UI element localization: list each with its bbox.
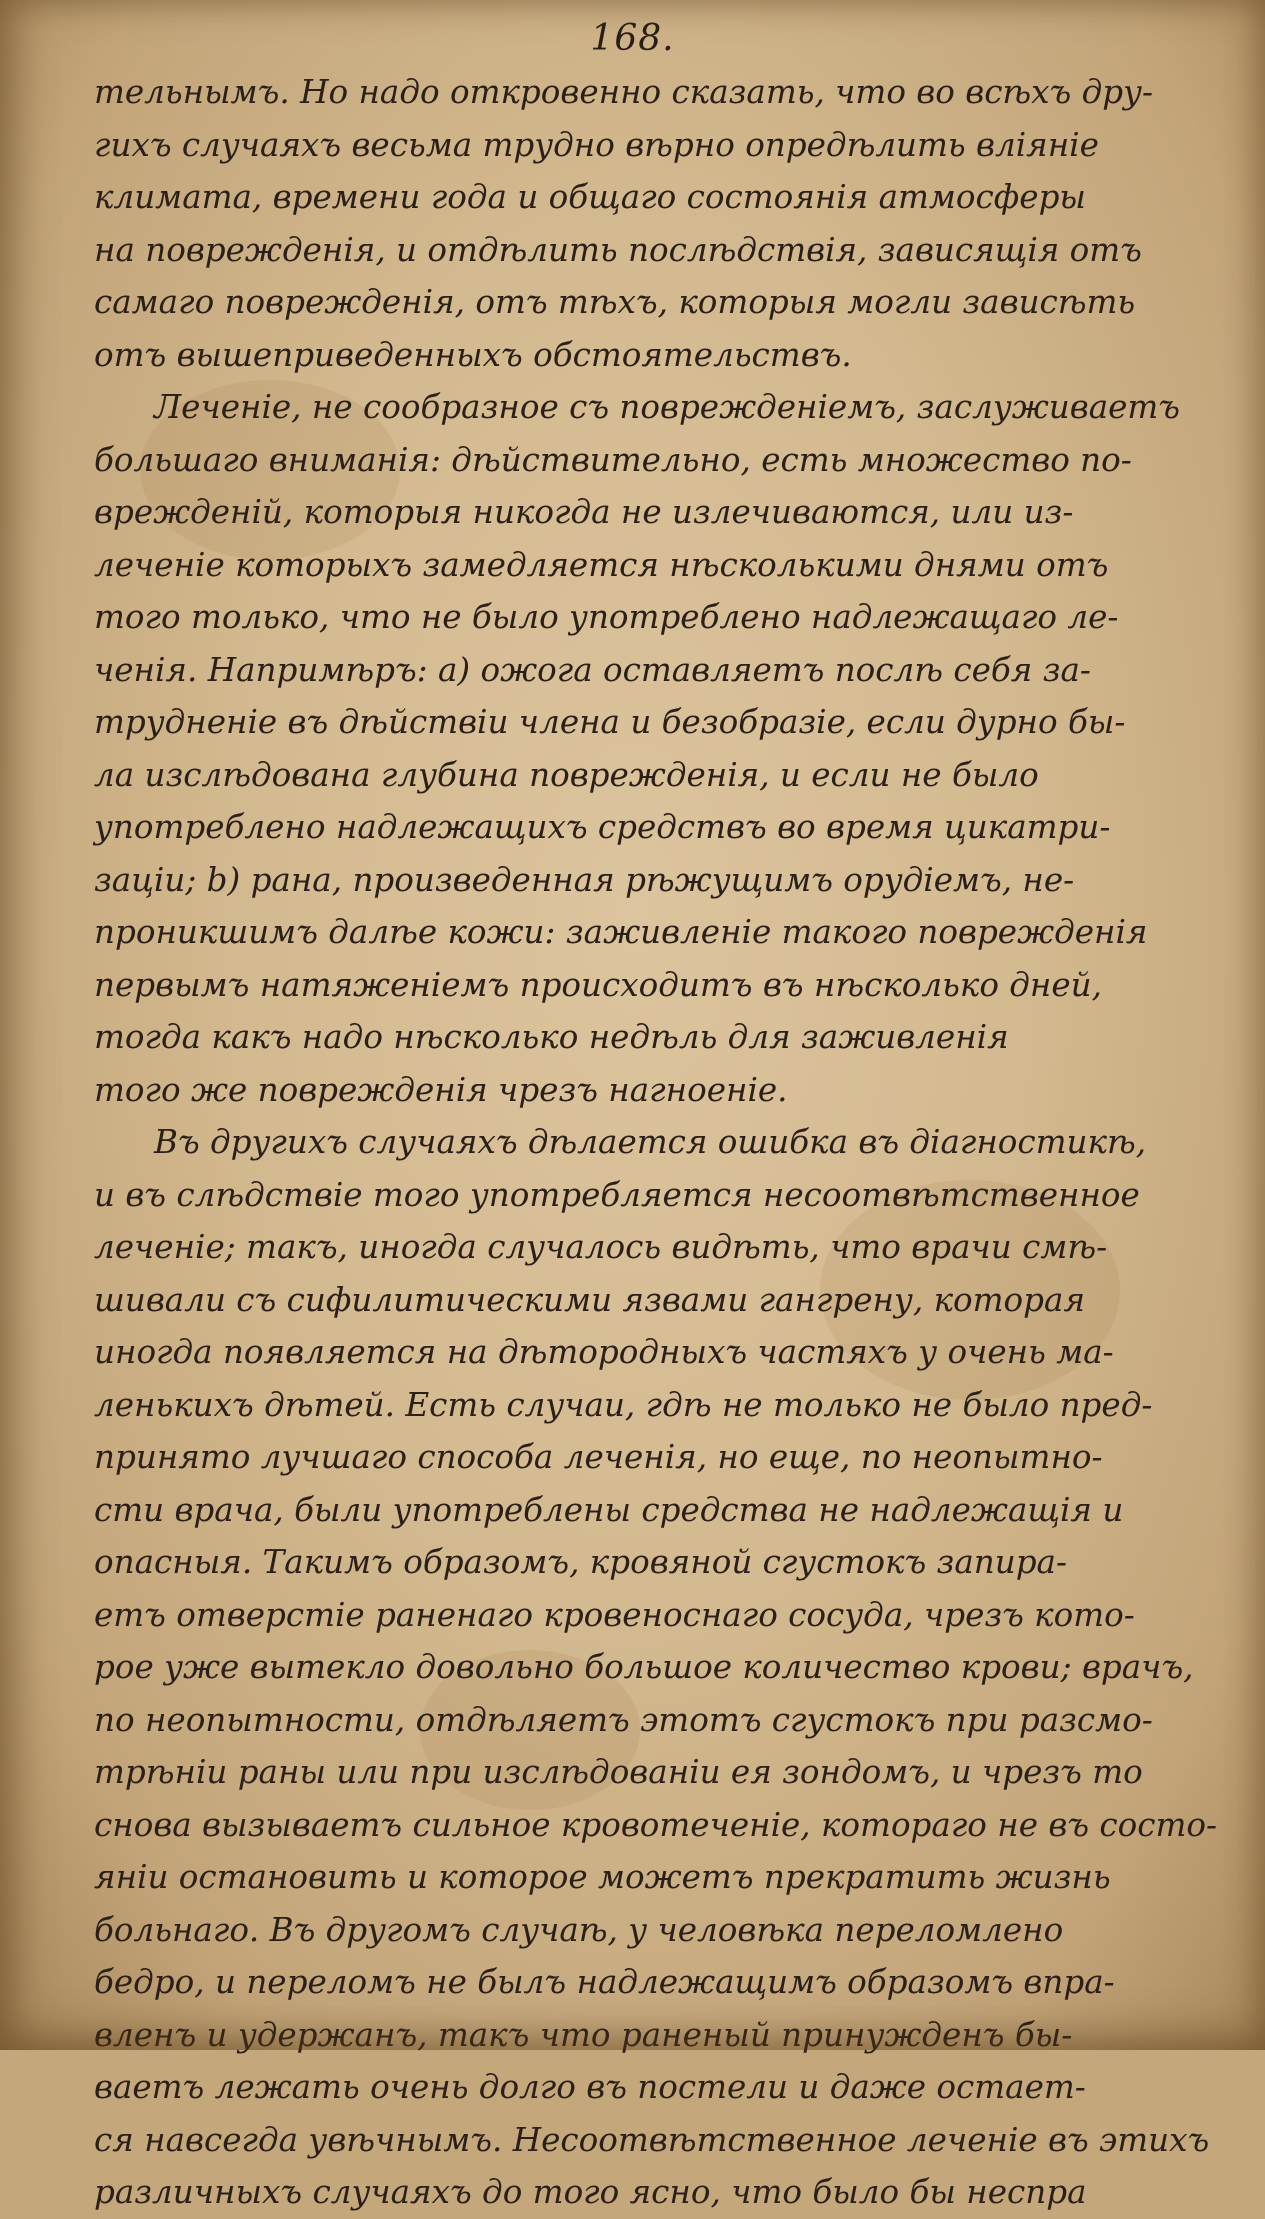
- manuscript-line: отъ вышеприведенныхъ обстоятельствъ.: [94, 335, 852, 374]
- manuscript-line: трѣніи раны или при изслѣдованіи ея зондомъ, и чрезъ то: [94, 1753, 1143, 1791]
- manuscript-line: большаго вниманія: дѣйствительно, есть множество по-: [94, 440, 1132, 479]
- manuscript-line: ла изслѣдована глубина поврежденія, и если не было: [94, 755, 1039, 794]
- manuscript-line: шивали съ сифилитическими язвами гангрену, которая: [94, 1280, 1086, 1319]
- manuscript-line: опасныя. Такимъ образомъ, кровяной сгустокъ запира-: [94, 1543, 1067, 1581]
- manuscript-line: леченіе; такъ, иногда случалось видѣть, что врачи смѣ-: [94, 1228, 1108, 1266]
- manuscript-line: снова вызываетъ сильное кровотеченіе, котораго не въ состо-: [94, 1805, 1218, 1844]
- manuscript-line: тогда какъ надо нѣсколько недѣль для заживленія: [94, 1018, 1009, 1056]
- manuscript-line: ваетъ лежать очень долго въ постели и даже остает-: [94, 2068, 1086, 2106]
- manuscript-line: врежденій, которыя никогда не излечиваются, или из-: [94, 493, 1074, 531]
- manuscript-line: того только, что не было употреблено надлежащаго ле-: [94, 598, 1119, 636]
- manuscript-line: того же поврежденія чрезъ нагноеніе.: [94, 1070, 788, 1109]
- manuscript-line: трудненіе въ дѣйствіи члена и безобразіе, если дурно бы-: [94, 703, 1126, 741]
- manuscript-line: принято лучшаго способа леченія, но еще, по неопытно-: [94, 1438, 1103, 1476]
- manuscript-line: различныхъ случаяхъ до того ясно, что было бы неспра: [94, 2173, 1087, 2211]
- manuscript-line: ченія. Напримѣръ: а) ожога оставляетъ послѣ себя за-: [94, 650, 1091, 689]
- manuscript-line: рое уже вытекло довольно большое количество крови; врачъ,: [94, 1648, 1194, 1686]
- manuscript-line: заціи; b) рана, произведенная рѣжущимъ орудіемъ, не-: [94, 860, 1075, 899]
- manuscript-line: Въ другихъ случаяхъ дѣлается ошибка въ діагностикѣ,: [154, 1123, 1147, 1161]
- manuscript-line: леченіе которыхъ замедляется нѣсколькими днями отъ: [94, 545, 1109, 584]
- manuscript-line: ленькихъ дѣтей. Есть случаи, гдѣ не только не было пред-: [94, 1385, 1153, 1424]
- manuscript-line: сти врача, были употреблены средства не надлежащія и: [94, 1490, 1124, 1529]
- manuscript-line: етъ отверстіе раненаго кровеноснаго сосуда, чрезъ кото-: [94, 1595, 1135, 1634]
- manuscript-line: бедро, и переломъ не былъ надлежащимъ образомъ впра-: [94, 1963, 1115, 2001]
- manuscript-line: гихъ случаяхъ весьма трудно вѣрно опредѣлить вліяніе: [94, 125, 1099, 164]
- manuscript-line: Леченіе, не сообразное съ поврежденіемъ, заслуживаетъ: [154, 388, 1181, 426]
- manuscript-line: употреблено надлежащихъ средствъ во время цикатри-: [94, 808, 1111, 846]
- page-number: 168.: [590, 18, 675, 59]
- manuscript-line: самаго поврежденія, отъ тѣхъ, которыя могли зависѣть: [94, 283, 1136, 321]
- manuscript-line: по неопытности, отдѣляетъ этотъ сгустокъ при разсмо-: [94, 1700, 1153, 1739]
- manuscript-line: тельнымъ. Но надо откровенно сказать, что во всѣхъ дру-: [94, 73, 1154, 111]
- manuscript-line: иногда появляется на дѣтородныхъ частяхъ у очень ма-: [94, 1333, 1114, 1371]
- manuscript-line: на поврежденія, и отдѣлить послѣдствія, зависящія отъ: [94, 230, 1142, 269]
- manuscript-line: и въ слѣдствіе того употребляется несоотвѣтственное: [94, 1175, 1140, 1214]
- manuscript-line: вленъ и удержанъ, такъ что раненый принужденъ бы-: [94, 2015, 1073, 2054]
- manuscript-line: проникшимъ далѣе кожи: заживленіе такого поврежденія: [94, 913, 1148, 951]
- manuscript-line: яніи остановить и которое можетъ прекратить жизнь: [94, 1858, 1111, 1896]
- manuscript-line: ся навсегда увѣчнымъ. Несоотвѣтственное леченіе въ этихъ: [94, 2120, 1210, 2159]
- manuscript-line: первымъ натяженіемъ происходитъ въ нѣсколько дней,: [94, 965, 1103, 1004]
- handwritten-text-block: [94, 66, 1234, 2219]
- manuscript-line: больнаго. Въ другомъ случаѣ, у человѣка переломлено: [94, 1910, 1064, 1949]
- manuscript-line: климата, времени года и общаго состоянія атмосферы: [94, 178, 1086, 216]
